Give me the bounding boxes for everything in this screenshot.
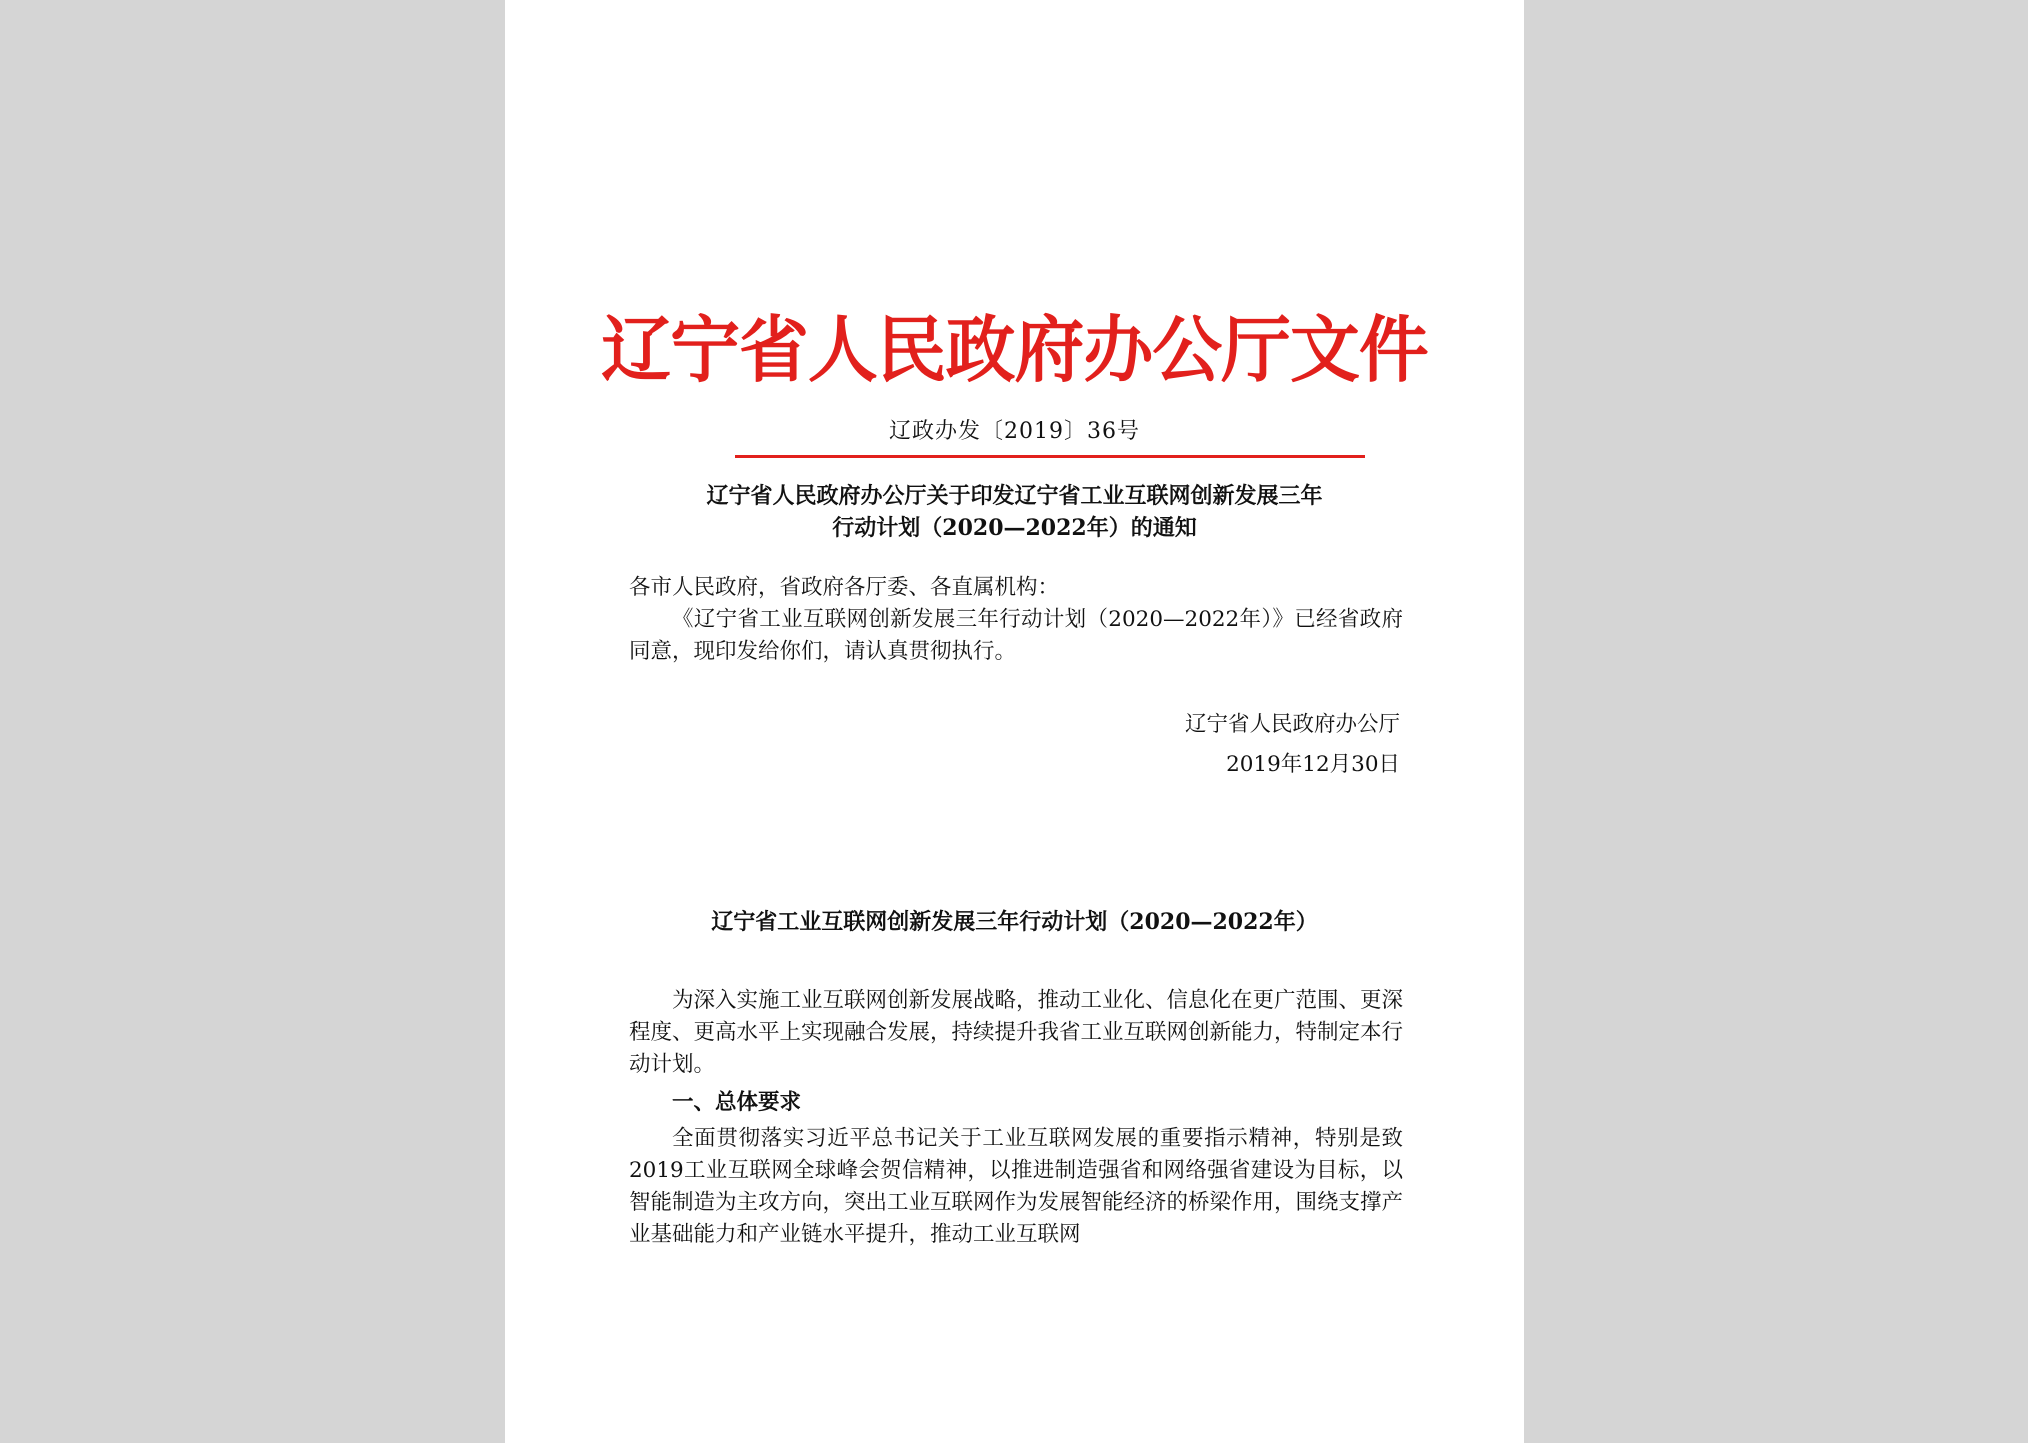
plan-body — [629, 985, 1403, 1251]
red-header-title: 辽宁省人民政府办公厅文件 — [601, 307, 1428, 392]
section-heading: 一、总体要求 — [672, 1090, 802, 1115]
signature-organization: 辽宁省人民政府办公厅 — [1184, 712, 1400, 737]
signature-block — [1185, 705, 1400, 785]
plan-title: 辽宁省工业互联网创新发展三年行动计划（2020—2022年） — [711, 909, 1318, 935]
red-divider-line — [735, 455, 1365, 458]
salutation: 各市人民政府，省政府各厅委、各直属机构： — [629, 575, 1060, 600]
notice-title — [605, 480, 1424, 544]
notice-paragraph: 《辽宁省工业互联网创新发展三年行动计划（2020—2022年）》已经省政府同意，现印发给你们，请认真贯彻执行。 — [629, 607, 1403, 664]
notice-title-line-1: 辽宁省人民政府办公厅关于印发辽宁省工业互联网创新发展三年 — [706, 483, 1323, 509]
signature-date: 2019年12月30日 — [1226, 752, 1400, 777]
notice-body — [629, 572, 1403, 668]
section-paragraph: 全面贯彻落实习近平总书记关于工业互联网发展的重要指示精神，特别是致2019工业互联网全球峰会贺信精神，以推进制造强省和网络强省建设为目标，以智能制造为主攻方向，突出工业互联网作为发展智能经济的桥梁作用，围绕支撑产业基础能力和产业链水平提升，推动工业互联网 — [629, 1126, 1404, 1247]
document-number: 辽政办发〔2019〕36号 — [889, 419, 1140, 444]
notice-title-line-2: 行动计划（2020—2022年）的通知 — [832, 515, 1197, 541]
plan-intro-paragraph: 为深入实施工业互联网创新发展战略，推动工业化、信息化在更广范围、更深程度、更高水平上实现融合发展，持续提升我省工业互联网创新能力，特制定本行动计划。 — [629, 988, 1404, 1077]
document-page — [505, 0, 1524, 1443]
